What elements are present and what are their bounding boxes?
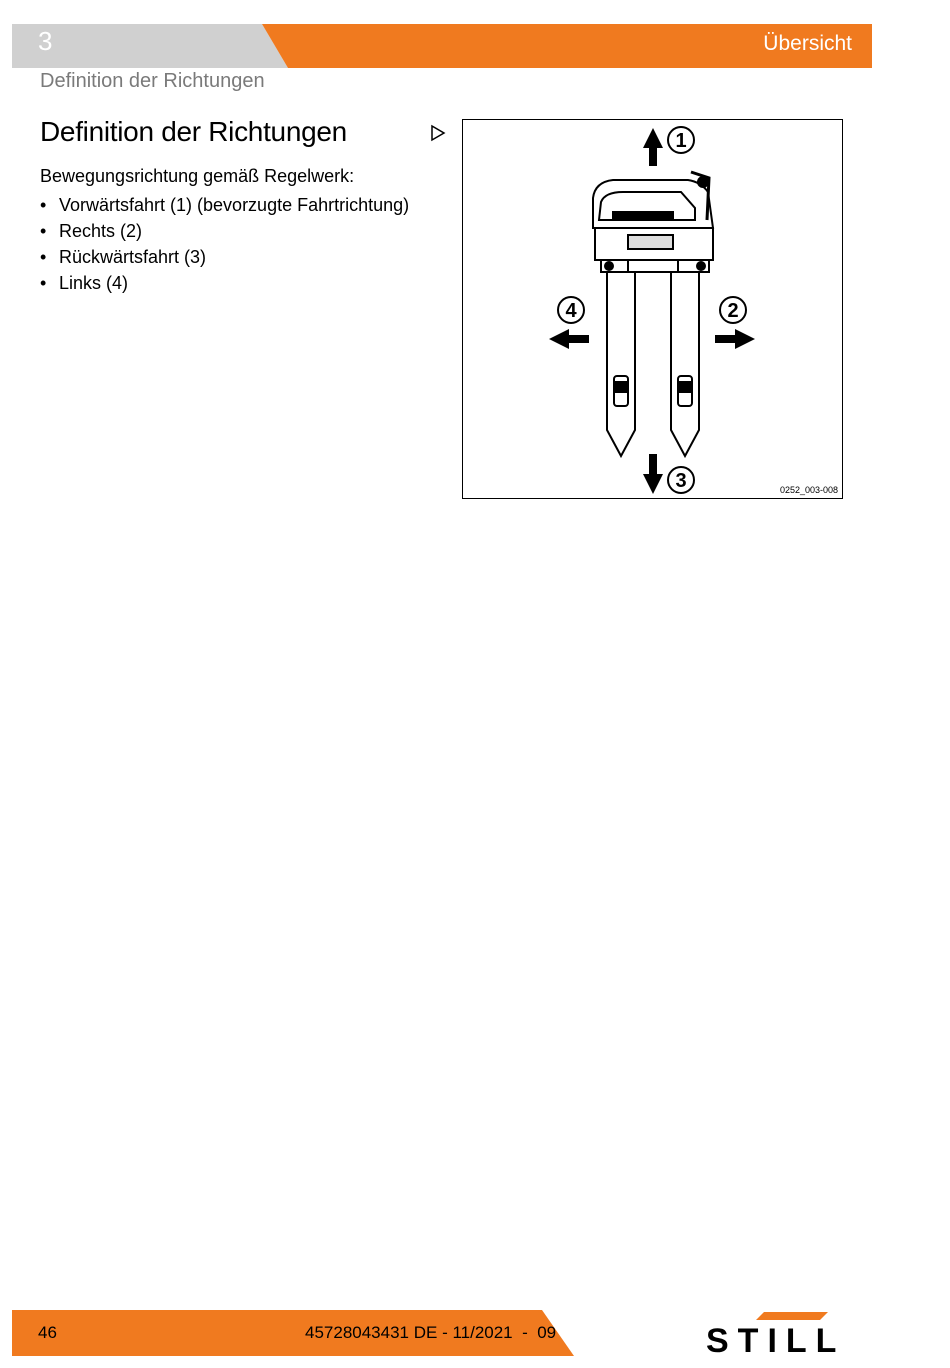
list-item [40,192,409,218]
label-right: 2 [727,300,739,322]
list-item-text: Rechts (2) [59,221,143,241]
bullet-dot: • [40,221,47,241]
forks [607,272,699,456]
label-forward: 1 [675,130,687,152]
arrow-forward-icon [643,127,694,166]
arrow-backward-icon [643,454,694,494]
header-band-shape [12,24,872,68]
forklift-body [593,172,713,272]
list-item-text: Links (4) [59,273,129,293]
chapter-number: 3 [38,26,53,56]
arrow-left-icon [549,297,589,349]
direction-figure [462,119,843,499]
list-item-text: Rückwärtsfahrt (3) [59,247,207,267]
brand-name: STILL [706,1322,846,1360]
document-code: 45728043431 DE - 11/2021 - 09 [305,1323,557,1342]
label-backward: 3 [675,470,687,492]
header-band [12,24,872,68]
forklift-diagram [463,120,844,500]
arrow-right-icon [715,297,755,349]
label-left: 4 [565,300,577,322]
page-title: Definition der Richtungen [40,116,347,147]
list-item-text: Vorwärtsfahrt (1) (bevorzugte Fahrtrichtung) [59,195,410,215]
bullet-dot: • [40,195,47,215]
triangle-right-outline-icon [430,124,446,142]
intro-text: Bewegungsrichtung gemäß Regelwerk: [40,166,355,186]
bullet-dot: • [40,247,47,267]
bullet-list [40,192,409,296]
list-item [40,218,409,244]
figure-code: 0252_003-008 [779,485,838,495]
brand-logo [706,1308,876,1360]
section-name: Übersicht [763,32,852,55]
page-number: 46 [38,1323,57,1342]
running-head: Definition der Richtungen [40,70,265,92]
list-item [40,244,409,270]
list-item [40,270,409,296]
bullet-dot: • [40,273,47,293]
